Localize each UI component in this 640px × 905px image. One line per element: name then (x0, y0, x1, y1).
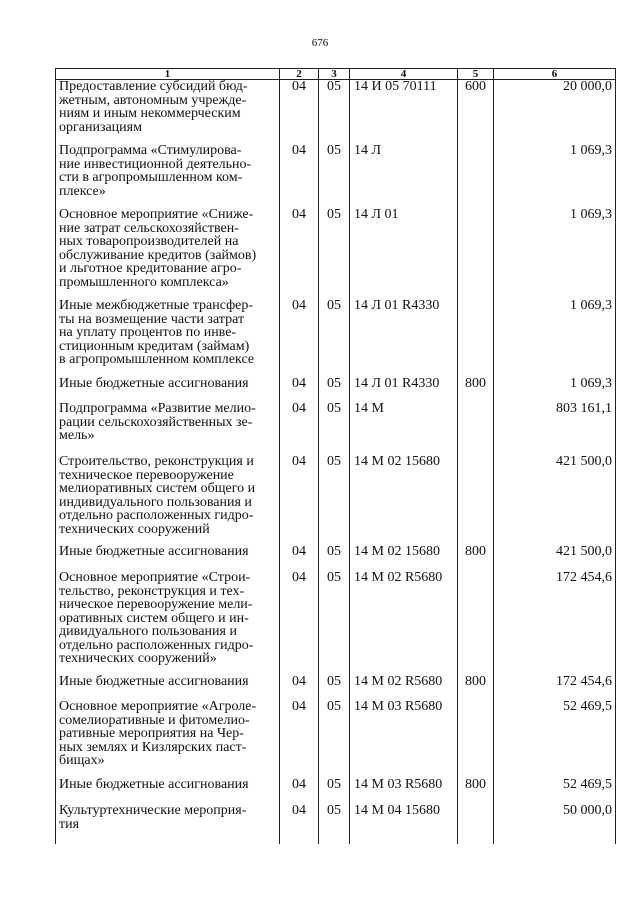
row-col2-cell: 04 (280, 402, 319, 455)
budget-table (55, 68, 616, 844)
row-col2-cell: 04 (280, 700, 319, 778)
row-col5-cell: 800 (458, 545, 494, 571)
row-col4-cell: 14 М 03 R5680 (350, 778, 458, 804)
row-col5-cell (458, 455, 494, 545)
row-name-cell: Иные бюджетные ассигнования (56, 545, 280, 571)
table-row (56, 804, 616, 844)
row-col3-cell: 05 (319, 545, 350, 571)
row-col5-cell: 800 (458, 778, 494, 804)
row-col3-cell: 05 (319, 402, 350, 455)
row-col4-cell: 14 М (350, 402, 458, 455)
row-col5-cell (458, 700, 494, 778)
row-col2-cell: 04 (280, 377, 319, 402)
header-row (56, 69, 616, 80)
row-col3-cell: 05 (319, 571, 350, 675)
row-col5-cell: 800 (458, 377, 494, 402)
row-col2-cell: 04 (280, 455, 319, 545)
col-header-5: 5 (458, 69, 494, 80)
row-col4-cell: 14 М 03 R5680 (350, 700, 458, 778)
row-col6-cell: 50 000,0 (494, 804, 616, 844)
row-col3-cell: 05 (319, 208, 350, 299)
row-col3-cell: 05 (319, 455, 350, 545)
row-name-cell: Предоставление субсидий бюд- жетным, автономным учрежде- ниям и иным некоммерческим организациям (56, 80, 280, 145)
row-col6-cell: 421 500,0 (494, 455, 616, 545)
row-col5-cell (458, 571, 494, 675)
row-col2-cell: 04 (280, 675, 319, 700)
row-col5-cell: 800 (458, 675, 494, 700)
row-col4-cell: 14 Л 01 R4330 (350, 299, 458, 377)
row-col6-cell: 803 161,1 (494, 402, 616, 455)
row-col4-cell: 14 М 02 15680 (350, 455, 458, 545)
row-col3-cell: 05 (319, 675, 350, 700)
row-col6-cell: 1 069,3 (494, 377, 616, 402)
row-col3-cell: 05 (319, 299, 350, 377)
row-col6-cell: 172 454,6 (494, 675, 616, 700)
row-col6-cell: 52 469,5 (494, 778, 616, 804)
row-col3-cell: 05 (319, 377, 350, 402)
row-col6-cell: 172 454,6 (494, 571, 616, 675)
table-row (56, 455, 616, 545)
row-col2-cell: 04 (280, 208, 319, 299)
row-col2-cell: 04 (280, 804, 319, 844)
table-row (56, 545, 616, 571)
row-name-cell: Основное мероприятие «Агроле- сомелиоративные и фитомелио- ративные мероприятия на Чер- ных землях и Кизлярских паст- бищах» (56, 700, 280, 778)
row-col4-cell: 14 М 02 R5680 (350, 675, 458, 700)
row-col2-cell: 04 (280, 144, 319, 208)
row-name-cell: Основное мероприятие «Строи- тельство, реконструкция и тех- ническое перевооружение мели- оративных систем общего и ин- дивидуального пользования и отдельно расположенных гидро- технических сооружений» (56, 571, 280, 675)
row-name-cell: Культуртехнические мероприя- тия (56, 804, 280, 844)
row-col2-cell: 04 (280, 571, 319, 675)
row-col3-cell: 05 (319, 778, 350, 804)
col-header-4: 4 (350, 69, 458, 80)
row-col6-cell: 20 000,0 (494, 80, 616, 145)
row-col4-cell: 14 М 02 R5680 (350, 571, 458, 675)
row-col3-cell: 05 (319, 700, 350, 778)
row-col5-cell (458, 804, 494, 844)
row-name-cell: Подпрограмма «Стимулирова- ние инвестиционной деятельно- сти в агропромышленном ком- плексе» (56, 144, 280, 208)
row-name-cell: Подпрограмма «Развитие мелио- рации сельскохозяйственных зе- мель» (56, 402, 280, 455)
table-row (56, 571, 616, 675)
table-row (56, 80, 616, 145)
row-col5-cell (458, 144, 494, 208)
row-col4-cell: 14 И 05 70111 (350, 80, 458, 145)
row-col2-cell: 04 (280, 778, 319, 804)
page-number: 676 (311, 37, 329, 49)
row-col5-cell (458, 299, 494, 377)
row-col4-cell: 14 Л 01 (350, 208, 458, 299)
row-col3-cell: 05 (319, 804, 350, 844)
table-row (56, 402, 616, 455)
row-col2-cell: 04 (280, 80, 319, 145)
table-row (56, 208, 616, 299)
row-col3-cell: 05 (319, 80, 350, 145)
row-col2-cell: 04 (280, 299, 319, 377)
table-row (56, 299, 616, 377)
row-col6-cell: 421 500,0 (494, 545, 616, 571)
row-name-cell: Иные бюджетные ассигнования (56, 675, 280, 700)
col-header-3: 3 (319, 69, 350, 80)
row-name-cell: Иные бюджетные ассигнования (56, 778, 280, 804)
row-col4-cell: 14 М 04 15680 (350, 804, 458, 844)
row-col3-cell: 05 (319, 144, 350, 208)
row-col5-cell (458, 402, 494, 455)
row-col6-cell: 1 069,3 (494, 144, 616, 208)
row-name-cell: Строительство, реконструкция и техническое перевооружение мелиоративных систем общего и индивидуального пользования и отдельно расположенных гидро- технических сооружений (56, 455, 280, 545)
col-header-1: 1 (56, 69, 280, 80)
row-col2-cell: 04 (280, 545, 319, 571)
row-col6-cell: 1 069,3 (494, 299, 616, 377)
col-header-6: 6 (494, 69, 616, 80)
col-header-2: 2 (280, 69, 319, 80)
row-col4-cell: 14 Л 01 R4330 (350, 377, 458, 402)
row-col5-cell (458, 208, 494, 299)
row-name-cell: Иные бюджетные ассигнования (56, 377, 280, 402)
table-row (56, 778, 616, 804)
row-col4-cell: 14 М 02 15680 (350, 545, 458, 571)
table-row (56, 700, 616, 778)
row-name-cell: Основное мероприятие «Сниже- ние затрат сельскохозяйствен- ных товаропроизводителей на обслуживание кредитов (займов) и льготное кредитование агро- промышленного комплекса» (56, 208, 280, 299)
row-col6-cell: 52 469,5 (494, 700, 616, 778)
row-name-cell: Иные межбюджетные трансфер- ты на возмещение части затрат на уплату процентов по инве- стиционным кредитам (займам) в агропромышленном комплексе (56, 299, 280, 377)
row-col5-cell: 600 (458, 80, 494, 145)
table-row (56, 675, 616, 700)
table-body (56, 80, 616, 845)
table-row (56, 377, 616, 402)
row-col6-cell: 1 069,3 (494, 208, 616, 299)
table-row (56, 144, 616, 208)
row-col4-cell: 14 Л (350, 144, 458, 208)
